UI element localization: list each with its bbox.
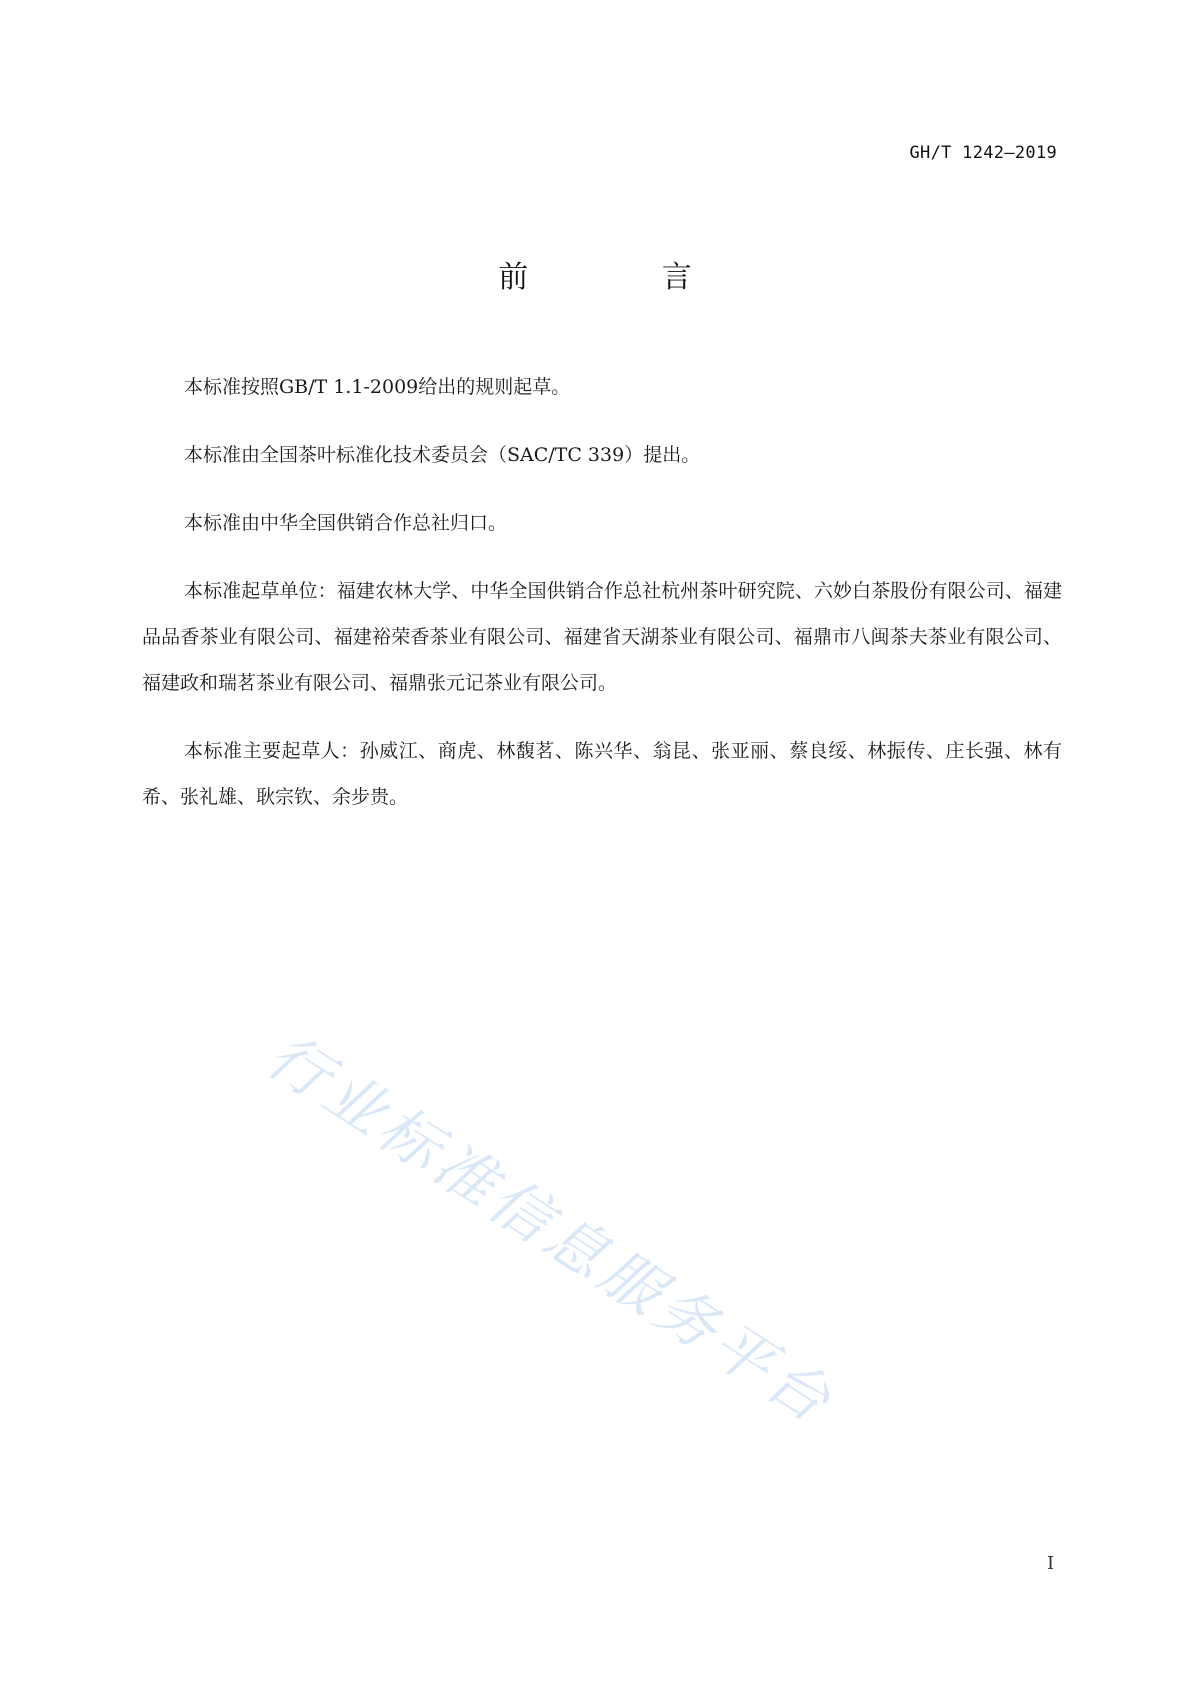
foreword-body — [142, 364, 1062, 842]
page-title: 前 言 — [498, 260, 754, 295]
paragraph-main-drafters: 本标准主要起草人：孙威江、商虎、林馥茗、陈兴华、翁昆、张亚丽、蔡良绥、林振传、庄长强、林有希、张礼雄、耿宗钦、余步贵。 — [142, 740, 1062, 808]
watermark: 行业标准信息服务平台 — [254, 1020, 847, 1440]
paragraph-proposed-by: 本标准由全国茶叶标准化技术委员会（SAC/TC 339）提出。 — [184, 444, 701, 466]
paragraph-under-jurisdiction: 本标准由中华全国供销合作总社归口。 — [184, 512, 508, 534]
paragraph-drafting-rules: 本标准按照GB/T 1.1-2009给出的规则起草。 — [184, 376, 571, 398]
standard-code: GH/T 1242—2019 — [909, 143, 1057, 163]
paragraph-drafting-units: 本标准起草单位：福建农林大学、中华全国供销合作总社杭州茶叶研究院、六妙白茶股份有限公司、福建品品香茶业有限公司、福建裕荣香茶业有限公司、福建省天湖茶业有限公司、福鼎市八闽茶夫茶业有限公司、福建政和瑞茗茶业有限公司、福鼎张元记茶业有限公司。 — [142, 580, 1062, 694]
page-number: I — [1047, 1553, 1055, 1574]
